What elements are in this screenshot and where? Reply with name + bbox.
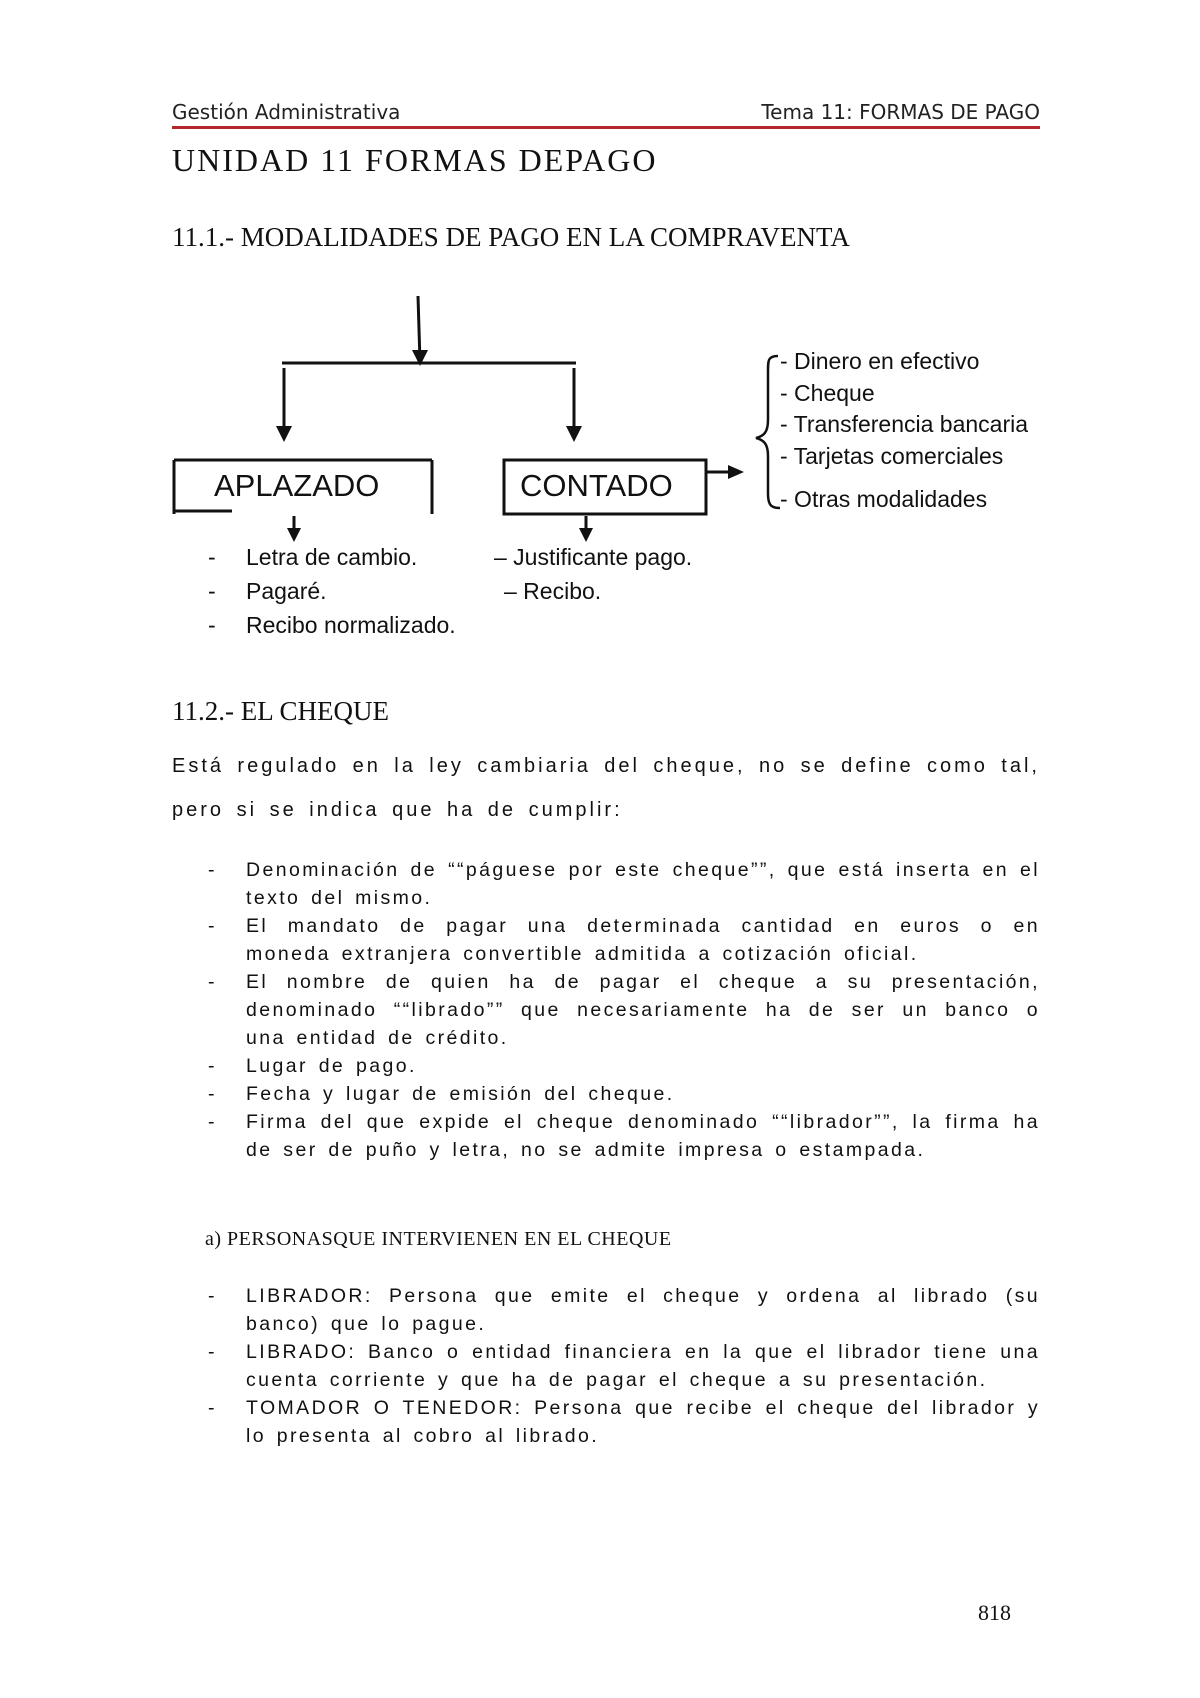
- list-item: - El nombre de quien ha de pagar el cheque a su presentación, denominado ““librado”” que necesariamente ha de ser un banco o una entidad de crédito.: [208, 971, 1040, 1049]
- list-item: - Fecha y lugar de emisión del cheque.: [208, 1083, 675, 1105]
- header-left: Gestión Administrativa: [172, 100, 401, 124]
- personas-list: [172, 1282, 1040, 1450]
- requirements-list: [172, 856, 1040, 1164]
- list-item: - LIBRADO: Banco o entidad financiera en la que el librador tiene una cuenta corriente y que ha de pagar el cheque a su presentación.: [208, 1341, 1040, 1391]
- aplazado-dash: -: [208, 578, 216, 604]
- section1-title: 11.1.- MODALIDADES DE PAGO EN LA COMPRAVENTA: [172, 222, 850, 252]
- modalidad-item: - Dinero en efectivo: [780, 348, 980, 374]
- list-item: - LIBRADOR: Persona que emite el cheque y ordena al librado (su banco) que lo pague.: [208, 1285, 1040, 1335]
- list-item: - Denominación de ““páguese por este cheque””, que está inserta en el texto del mismo.: [208, 859, 1040, 909]
- list-item: - Firma del que expide el cheque denominado ““librador””, la firma ha de ser de puño y letra, no se admite impresa o estampada.: [208, 1111, 1040, 1161]
- section2-intro: Está regulado en la ley cambiaria del cheque, no se define como tal, pero si se indica que ha de cumplir:: [172, 755, 1040, 821]
- header-right: Tema 11: FORMAS DE PAGO: [761, 100, 1040, 124]
- section2-title: 11.2.- EL CHEQUE: [172, 696, 389, 726]
- page-number: 818: [978, 1600, 1011, 1625]
- contado-item: – Recibo.: [504, 578, 602, 604]
- aplazado-item: Letra de cambio.: [246, 544, 418, 570]
- list-item: - TOMADOR O TENEDOR: Persona que recibe el cheque del librador y lo presenta al cobro al librado.: [208, 1397, 1040, 1447]
- contado-item: – Justificante pago.: [494, 544, 693, 570]
- aplazado-item: Recibo normalizado.: [246, 612, 456, 638]
- brace: [756, 356, 780, 508]
- aplazado-dash: -: [208, 612, 216, 638]
- modalidad-item: - Cheque: [780, 380, 875, 406]
- unit-title: UNIDAD 11 FORMAS DEPAGO: [172, 142, 658, 178]
- aplazado-dash: -: [208, 544, 216, 570]
- modalidad-item: - Transferencia bancaria: [780, 411, 1029, 437]
- aplazado-label: APLAZADO: [214, 468, 380, 503]
- subsection-a-title: a) PERSONASQUE INTERVIENEN EN EL CHEQUE: [205, 1228, 672, 1250]
- list-item: - Lugar de pago.: [208, 1055, 417, 1077]
- aplazado-item: Pagaré.: [246, 578, 327, 604]
- contado-label: CONTADO: [520, 468, 673, 503]
- modalidad-item: - Tarjetas comerciales: [780, 443, 1004, 469]
- list-item: - El mandato de pagar una determinada cantidad en euros o en moneda extranjera convertible admitida a cotización oficial.: [208, 915, 1040, 965]
- modalidad-item: - Otras modalidades: [780, 486, 988, 512]
